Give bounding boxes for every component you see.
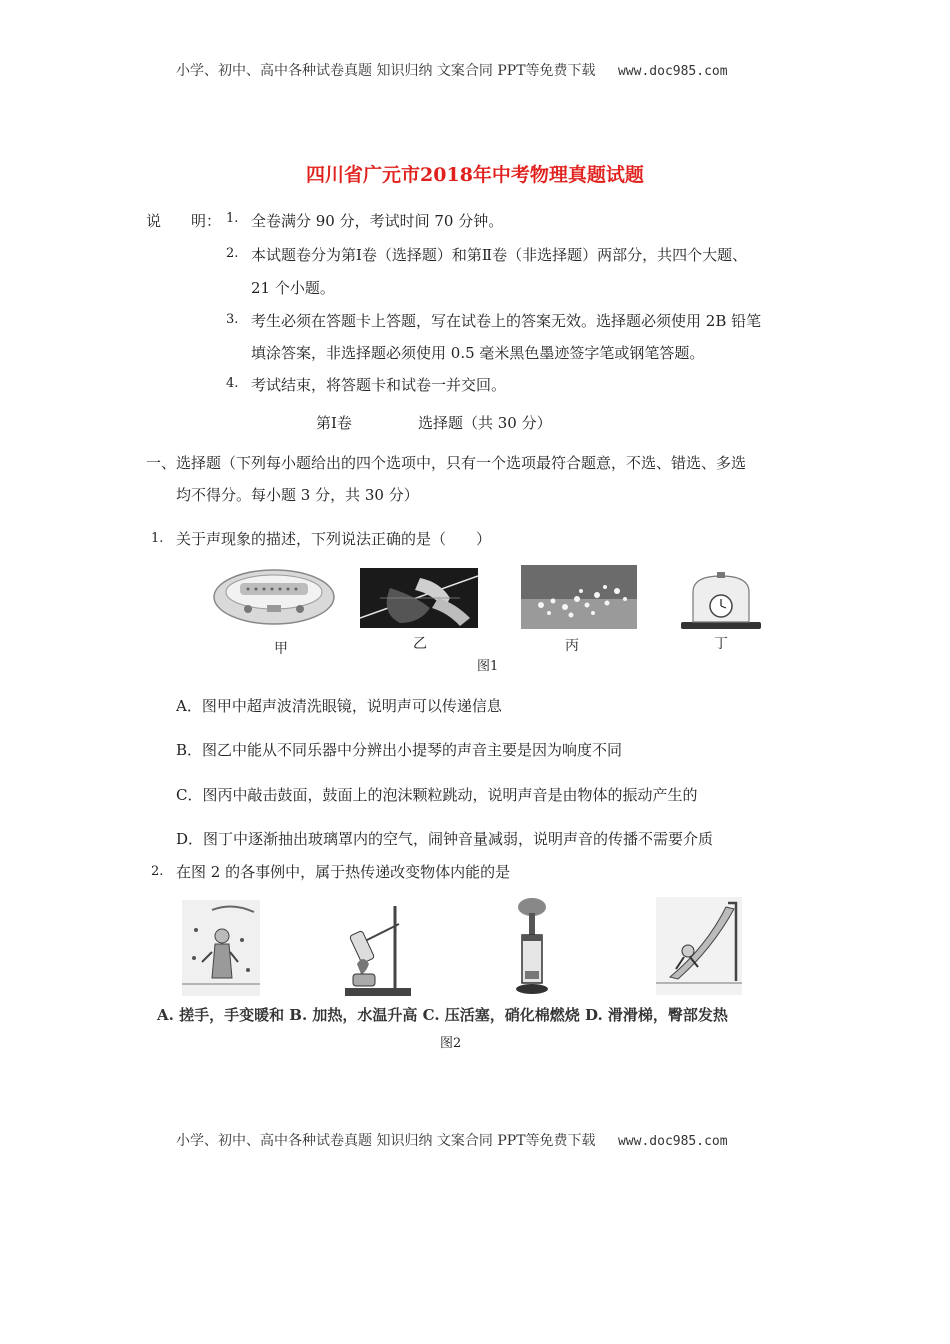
fig2-slide-image bbox=[656, 897, 742, 995]
q1-stem: 关于声现象的描述，下列说法正确的是（ ） bbox=[176, 530, 492, 548]
q1-option-d: D．图丁中逐渐抽出玻璃罩内的空气，闹钟音量减弱，说明声音的传播不需要介质 bbox=[176, 830, 714, 848]
note-3-line-2: 填涂答案，非选择题必须使用 0.5 毫米黑色墨迹签字笔或钢笔答题。 bbox=[251, 344, 705, 362]
fig1-label-jia: 甲 bbox=[274, 641, 288, 657]
fig1-ultrasonic-cleaner-image bbox=[212, 565, 337, 627]
fig1-label-bing: 丙 bbox=[565, 638, 579, 654]
fig1-violin-image bbox=[360, 568, 478, 628]
note-number-3: 3. bbox=[226, 312, 239, 327]
fig1-label-ding: 丁 bbox=[714, 636, 728, 652]
section-name: 选择题（共 30 分） bbox=[418, 414, 552, 432]
footer-url[interactable]: www.doc985.com bbox=[617, 1134, 728, 1149]
note-3-line-1: 考生必须在答题卡上答题，写在试卷上的答案无效。选择题必须使用 2B 铅笔 bbox=[251, 312, 762, 330]
page-title: 四川省广元市2018年中考物理真题试题 bbox=[306, 164, 644, 186]
footer-text: 小学、初中、高中各种试卷真题 知识归纳 文案合同 PPT等免费下载 bbox=[176, 1133, 596, 1149]
fig2-caption: 图2 bbox=[440, 1036, 462, 1051]
note-number-1: 1. bbox=[226, 211, 239, 226]
q1-number: 1. bbox=[151, 531, 164, 546]
fig1-caption: 图1 bbox=[477, 659, 499, 674]
section-part: 第Ⅰ卷 bbox=[316, 414, 352, 432]
q1-option-c: C．图丙中敲击鼓面，鼓面上的泡沫颗粒跳动，说明声音是由物体的振动产生的 bbox=[176, 786, 698, 804]
q1-option-b: B．图乙中能从不同乐器中分辨出小提琴的声音主要是因为响度不同 bbox=[176, 741, 623, 759]
fig2-piston-image bbox=[510, 897, 554, 997]
notes-label: 说 明： bbox=[146, 212, 222, 230]
page-header bbox=[176, 60, 728, 80]
part-one-line-1: 一、选择题（下列每小题给出的四个选项中，只有一个选项最符合题意，不选、错选、多选 bbox=[146, 454, 747, 472]
q1-option-a: A．图甲中超声波清洗眼镜，说明声可以传递信息 bbox=[176, 697, 502, 715]
page-footer bbox=[176, 1130, 728, 1150]
fig1-bell-jar-clock-image bbox=[677, 572, 765, 632]
q2-options-line: A. 搓手，手变暖和 B. 加热，水温升高 C. 压活塞，硝化棉燃烧 D. 滑滑梯，臀部发热 bbox=[157, 1006, 728, 1024]
fig1-drum-foam-image bbox=[521, 565, 637, 629]
note-2-line-2: 21 个小题。 bbox=[251, 279, 335, 297]
part-one-line-2: 均不得分。每小题 3 分，共 30 分） bbox=[176, 486, 419, 504]
q2-number: 2. bbox=[151, 864, 164, 879]
note-1-line-1: 全卷满分 90 分，考试时间 70 分钟。 bbox=[251, 212, 504, 230]
fig2-heating-water-image bbox=[341, 902, 415, 998]
note-number-4: 4. bbox=[226, 376, 239, 391]
header-url[interactable]: www.doc985.com bbox=[617, 64, 728, 79]
header-text: 小学、初中、高中各种试卷真题 知识归纳 文案合同 PPT等免费下载 bbox=[176, 63, 596, 79]
note-4-line-1: 考试结束，将答题卡和试卷一并交回。 bbox=[251, 376, 507, 394]
note-2-line-1: 本试题卷分为第Ⅰ卷（选择题）和第Ⅱ卷（非选择题）两部分，共四个大题、 bbox=[251, 246, 748, 264]
fig1-label-yi: 乙 bbox=[413, 636, 427, 652]
fig2-rubbing-hands-image bbox=[182, 900, 260, 996]
note-number-2: 2. bbox=[226, 246, 239, 261]
q2-stem: 在图 2 的各事例中，属于热传递改变物体内能的是 bbox=[176, 863, 511, 881]
